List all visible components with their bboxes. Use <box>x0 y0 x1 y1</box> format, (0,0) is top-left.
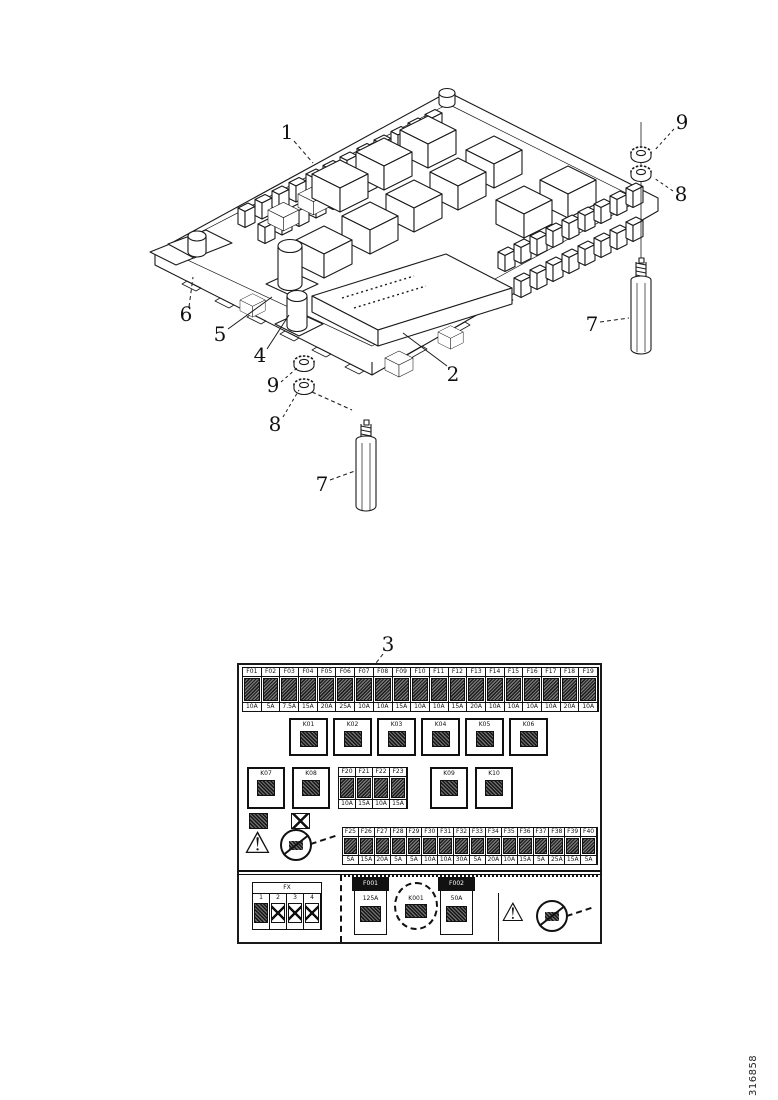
fuse-id: F33 <box>471 828 483 835</box>
variant-number: 1 <box>259 894 263 901</box>
fuse-id: F34 <box>487 828 499 835</box>
fuse-rating: 10A <box>505 702 523 711</box>
fuse-id: F35 <box>503 828 515 835</box>
fuse-row-bottom-cells <box>342 827 598 865</box>
relay-cell <box>475 767 513 809</box>
relay-cell <box>289 718 328 756</box>
fuse-rating: 25A <box>550 856 563 863</box>
relay-id: K05 <box>478 721 491 728</box>
fuse-rating: 10A <box>374 702 392 711</box>
fuse-cell <box>355 668 374 711</box>
fuse-cell <box>581 828 597 864</box>
relay-id: K02 <box>346 721 359 728</box>
fuse-pictogram-icon <box>566 838 579 854</box>
fuse-cell <box>549 828 565 864</box>
variant-cell <box>287 894 304 929</box>
panel-bottom-section <box>239 875 600 942</box>
fuse-id: F03 <box>280 668 298 677</box>
hand-tool-pictogram-icon <box>289 841 303 850</box>
fuse-id: F07 <box>355 668 373 677</box>
top-cap <box>439 89 455 108</box>
fuse-cell <box>438 828 454 864</box>
fuse-pictogram-icon <box>582 838 595 854</box>
fuse-rating: 5A <box>470 855 485 864</box>
fuse-pictogram-icon <box>519 838 532 854</box>
fuse-id: F29 <box>408 828 420 835</box>
relay-pictogram-icon <box>388 731 406 747</box>
maxi-fuse-1 <box>354 877 387 935</box>
fuse-rating: 10A <box>439 856 452 863</box>
fuse-id: F39 <box>567 828 579 835</box>
fuse-rating: 10A <box>243 702 261 711</box>
breaker-pictogram-icon <box>405 904 427 918</box>
fuse-pictogram-icon <box>337 678 353 701</box>
fuse-rating: 20A <box>318 702 336 711</box>
fuse-id: F26 <box>360 828 372 835</box>
fuse-rating: 15A <box>299 702 317 711</box>
fuse-rating: 15A <box>519 856 531 863</box>
fuse-pictogram-icon <box>340 778 354 798</box>
fuse-cell <box>565 828 581 864</box>
callout-8-left: 8 <box>268 412 282 436</box>
fuse-id: F27 <box>376 828 388 835</box>
fuse-pictogram-icon <box>471 838 484 854</box>
fuse-cell <box>299 668 318 711</box>
variant-cell <box>253 894 270 929</box>
fuse-pictogram-icon <box>550 838 563 854</box>
fuse-cell <box>542 668 561 711</box>
fuse-id: F25 <box>344 828 356 835</box>
variant-number: 3 <box>293 894 297 901</box>
fuse-pictogram-icon <box>357 778 371 798</box>
fuse-cell <box>467 668 486 711</box>
relay-pictogram-icon <box>440 780 458 796</box>
relay-id: K04 <box>434 721 447 728</box>
fuse-cell <box>356 768 373 808</box>
variant-pictogram-icon <box>288 903 302 923</box>
maxi-fuse-rating: 125A <box>362 895 379 902</box>
fuse-rating: 30A <box>455 856 468 863</box>
fuse-cell <box>336 668 355 711</box>
fuse-row-bottom <box>242 825 601 867</box>
fuse-id: F15 <box>505 668 523 677</box>
fuse-cell <box>391 828 407 864</box>
fuse-rating: 5A <box>407 855 422 864</box>
relay-id: K09 <box>443 770 455 777</box>
fuse-rating: 15A <box>360 856 373 863</box>
variant-pictogram-icon <box>271 903 285 923</box>
variant-cell <box>270 894 287 929</box>
fuse-rating: 20A <box>376 856 389 863</box>
fuse-pictogram-icon <box>263 678 279 701</box>
circuit-breaker <box>394 882 438 930</box>
mid-fuse-group <box>338 767 408 809</box>
fuse-id: F05 <box>318 668 336 677</box>
mounting-stud-right <box>631 258 651 354</box>
fuse-pictogram-icon <box>412 678 428 701</box>
fuse-cell <box>411 668 430 711</box>
fuse-rating: 15A <box>390 799 406 808</box>
flange-nut-8-right <box>631 166 651 182</box>
relay-pictogram-icon <box>257 780 275 796</box>
fuse-id: F20 <box>339 768 355 777</box>
fuse-rating: 10A <box>423 856 436 863</box>
relay-id: K08 <box>305 770 317 777</box>
fuse-pictogram-icon <box>375 678 391 701</box>
fuse-cell <box>579 668 598 711</box>
fuse-rating: 5A <box>262 702 280 711</box>
flange-nut-8-left <box>294 379 314 395</box>
fuse-rating: 20A <box>487 856 500 863</box>
no-service-icon <box>280 829 312 861</box>
fuse-cell <box>407 828 423 864</box>
flange-nut-9-right <box>631 147 651 163</box>
relay-id: K07 <box>260 770 272 777</box>
fuse-pictogram-icon <box>344 838 357 854</box>
maxi-fuse-pictogram-icon <box>446 906 467 922</box>
fuse-id: F10 <box>411 668 429 677</box>
fuse-pictogram-icon <box>360 838 373 854</box>
fuse-pictogram-icon <box>300 678 316 701</box>
fuse-rating: 10A <box>503 856 516 863</box>
fuse-id: F23 <box>390 768 406 777</box>
fuse-cell <box>343 828 359 864</box>
fuse-rating: 15A <box>566 856 579 863</box>
fuse-id: F32 <box>456 828 468 835</box>
relay-id: K03 <box>390 721 403 728</box>
fuse-cell <box>374 668 393 711</box>
relay-cell <box>377 718 416 756</box>
fuse-id: F12 <box>449 668 467 677</box>
fuse-id: F38 <box>551 828 563 835</box>
fuse-pictogram-icon <box>376 838 389 854</box>
fuse-rating: 5A <box>391 855 406 864</box>
fuse-cell <box>486 668 505 711</box>
fuse-pictogram-icon <box>524 678 540 701</box>
alignment-dashes <box>312 392 352 410</box>
fuse-rating: 10A <box>339 799 355 808</box>
relay-cell <box>421 718 460 756</box>
hand-tool-pictogram-icon <box>545 912 559 921</box>
fuse-id: F17 <box>542 668 560 677</box>
fuse-id: F21 <box>356 768 372 777</box>
warning-triangle-icon: ⚠ <box>244 826 271 861</box>
fuse-id: F36 <box>519 828 531 835</box>
fuse-rating: 5A <box>581 855 596 864</box>
fuse-id: F09 <box>393 668 411 677</box>
callout-9-right: 9 <box>675 110 689 134</box>
fuse-id: F19 <box>579 668 597 677</box>
relay-row <box>289 718 548 758</box>
fuse-rating: 10A <box>373 799 389 808</box>
fuse-cell <box>390 768 407 808</box>
fuse-cell <box>470 828 486 864</box>
maxi-fuse-id: F002 <box>438 877 475 891</box>
fuse-id: F16 <box>523 668 541 677</box>
fuse-rating: 15A <box>393 702 411 711</box>
fuse-pictogram-icon <box>468 678 484 701</box>
fuse-id: F31 <box>440 828 452 835</box>
fuse-cell <box>422 828 438 864</box>
fuse-cell <box>393 668 412 711</box>
callout-4: 4 <box>253 343 267 367</box>
relay-id: K01 <box>302 721 315 728</box>
relay-id: K10 <box>488 770 500 777</box>
fuse-pictogram-icon <box>450 678 466 701</box>
fuse-pictogram-icon <box>374 778 388 798</box>
fuse-id: F13 <box>467 668 485 677</box>
fuse-rating: 15A <box>356 799 372 808</box>
relay-pictogram-icon <box>476 731 494 747</box>
fuse-cell <box>280 668 299 711</box>
figure-number: 316858 <box>748 1054 759 1096</box>
section-divider <box>498 893 499 941</box>
variant-pictogram-icon <box>254 903 268 923</box>
fuse-pictogram-icon <box>244 678 260 701</box>
fuse-rating: 10A <box>542 702 560 711</box>
fuse-cell <box>534 828 550 864</box>
fuse-rating: 10A <box>355 702 373 711</box>
fuse-rating: 5A <box>343 855 358 864</box>
callout-5: 5 <box>213 322 227 346</box>
variant-cell <box>304 894 321 929</box>
fuse-id: F14 <box>486 668 504 677</box>
breaker-id: K001 <box>408 895 424 902</box>
callout-2: 2 <box>446 362 460 386</box>
fuse-rating: 10A <box>523 702 541 711</box>
fuse-cell <box>454 828 470 864</box>
dashed-divider <box>340 875 342 942</box>
relay-pictogram-icon <box>300 731 318 747</box>
fuse-pictogram-icon <box>391 778 405 798</box>
fuse-pictogram-icon <box>408 838 421 854</box>
fuse-rating: 10A <box>579 702 597 711</box>
variant-number: 2 <box>276 894 280 901</box>
relay-cell <box>430 767 468 809</box>
fuse-rating: 10A <box>430 702 448 711</box>
fuse-id: F30 <box>424 828 436 835</box>
fuse-pictogram-icon <box>543 678 559 701</box>
fuse-rating: 15A <box>449 702 467 711</box>
fuse-cell <box>339 768 356 808</box>
fuse-pictogram-icon <box>562 678 578 701</box>
fuse-pictogram-icon <box>281 678 297 701</box>
fuse-id: F08 <box>374 668 392 677</box>
fuse-id: F04 <box>299 668 317 677</box>
callout-8-right: 8 <box>674 182 688 206</box>
fuse-cell <box>449 668 468 711</box>
fuse-rating: 25A <box>336 702 354 711</box>
fuse-id: F40 <box>583 828 595 835</box>
variant-table <box>252 882 322 930</box>
fuse-cell <box>262 668 281 711</box>
maxi-fuse-pictogram-icon <box>360 906 381 922</box>
relay-cell <box>509 718 548 756</box>
fuse-cell <box>561 668 580 711</box>
relay-pictogram-icon <box>344 731 362 747</box>
fuse-pictogram-icon <box>431 678 447 701</box>
fuse-pictogram-icon <box>319 678 335 701</box>
fuse-id: F02 <box>262 668 280 677</box>
fuse-pictogram-icon <box>356 678 372 701</box>
relay-id: K06 <box>522 721 535 728</box>
maxi-fuse-rating: 50A <box>450 895 463 902</box>
fuse-id: F11 <box>430 668 448 677</box>
fuse-cell <box>373 768 390 808</box>
fuse-pictogram-icon <box>487 678 503 701</box>
variant-pictogram-icon <box>305 903 319 923</box>
maxi-fuse-id: F001 <box>352 877 389 891</box>
variant-number: 4 <box>310 894 314 901</box>
fuse-pictogram-icon <box>455 838 468 854</box>
fuse-pictogram-icon <box>535 838 548 854</box>
fuse-cell <box>502 828 518 864</box>
maxi-fuse-2 <box>440 877 473 935</box>
variant-table-row <box>253 894 321 929</box>
fuse-rating: 20A <box>561 702 579 711</box>
fuse-pictogram-icon <box>487 838 500 854</box>
relay-pictogram-icon <box>520 731 538 747</box>
relay-pictogram-icon <box>485 780 503 796</box>
relay-cell <box>292 767 330 809</box>
flange-nut-9-left <box>294 356 314 372</box>
fuse-cell <box>505 668 524 711</box>
callout-3: 3 <box>381 632 395 656</box>
relay-fuse-row <box>239 767 600 813</box>
fuse-pictogram-icon <box>394 678 410 701</box>
callout-6: 6 <box>179 302 193 326</box>
fuse-pictogram-icon <box>392 838 405 854</box>
relay-cell <box>333 718 372 756</box>
relay-pictogram-icon <box>302 780 320 796</box>
fuse-pictogram-icon <box>580 678 596 701</box>
fuse-cell <box>430 668 449 711</box>
fuse-rating: 7.5A <box>280 702 298 711</box>
fuse-cell <box>359 828 375 864</box>
callout-9-left: 9 <box>266 373 280 397</box>
leader-dash-icon <box>566 907 591 917</box>
fuse-id: F28 <box>392 828 404 835</box>
warning-triangle-icon: ⚠ <box>501 898 525 928</box>
relay-cell <box>465 718 504 756</box>
callout-7-right: 7 <box>585 312 599 336</box>
fuse-cell <box>523 668 542 711</box>
fuse-label-panel <box>237 663 602 944</box>
fuse-rating: 5A <box>534 855 549 864</box>
fuse-id: F06 <box>336 668 354 677</box>
fuse-pictogram-icon <box>506 678 522 701</box>
fuse-cell <box>243 668 262 711</box>
fuse-id: F18 <box>561 668 579 677</box>
fuse-pictogram-icon <box>503 838 516 854</box>
fuse-rating: 20A <box>467 702 485 711</box>
callout-7-bottom: 7 <box>315 472 329 496</box>
mounting-stud-bottom <box>356 420 376 511</box>
fuse-rating: 10A <box>411 702 429 711</box>
fuse-cell <box>375 828 391 864</box>
variant-table-header: FX <box>253 883 321 894</box>
fuse-row-top <box>242 667 599 712</box>
fuse-cell <box>486 828 502 864</box>
fuse-cell <box>318 668 337 711</box>
relay-cell <box>247 767 285 809</box>
relays-right-group <box>430 767 513 809</box>
leader-dash-icon <box>310 835 335 845</box>
callout-1: 1 <box>280 120 294 144</box>
fuse-id: F22 <box>373 768 389 777</box>
relays-left-group <box>247 767 330 809</box>
fuse-id: F01 <box>243 668 261 677</box>
relay-pictogram-icon <box>432 731 450 747</box>
fuse-pictogram-icon <box>423 838 436 854</box>
fuse-cell <box>518 828 534 864</box>
no-service-icon <box>536 900 568 932</box>
fuse-id: F37 <box>535 828 547 835</box>
fuse-rating: 10A <box>486 702 504 711</box>
fuse-pictogram-icon <box>439 838 452 854</box>
